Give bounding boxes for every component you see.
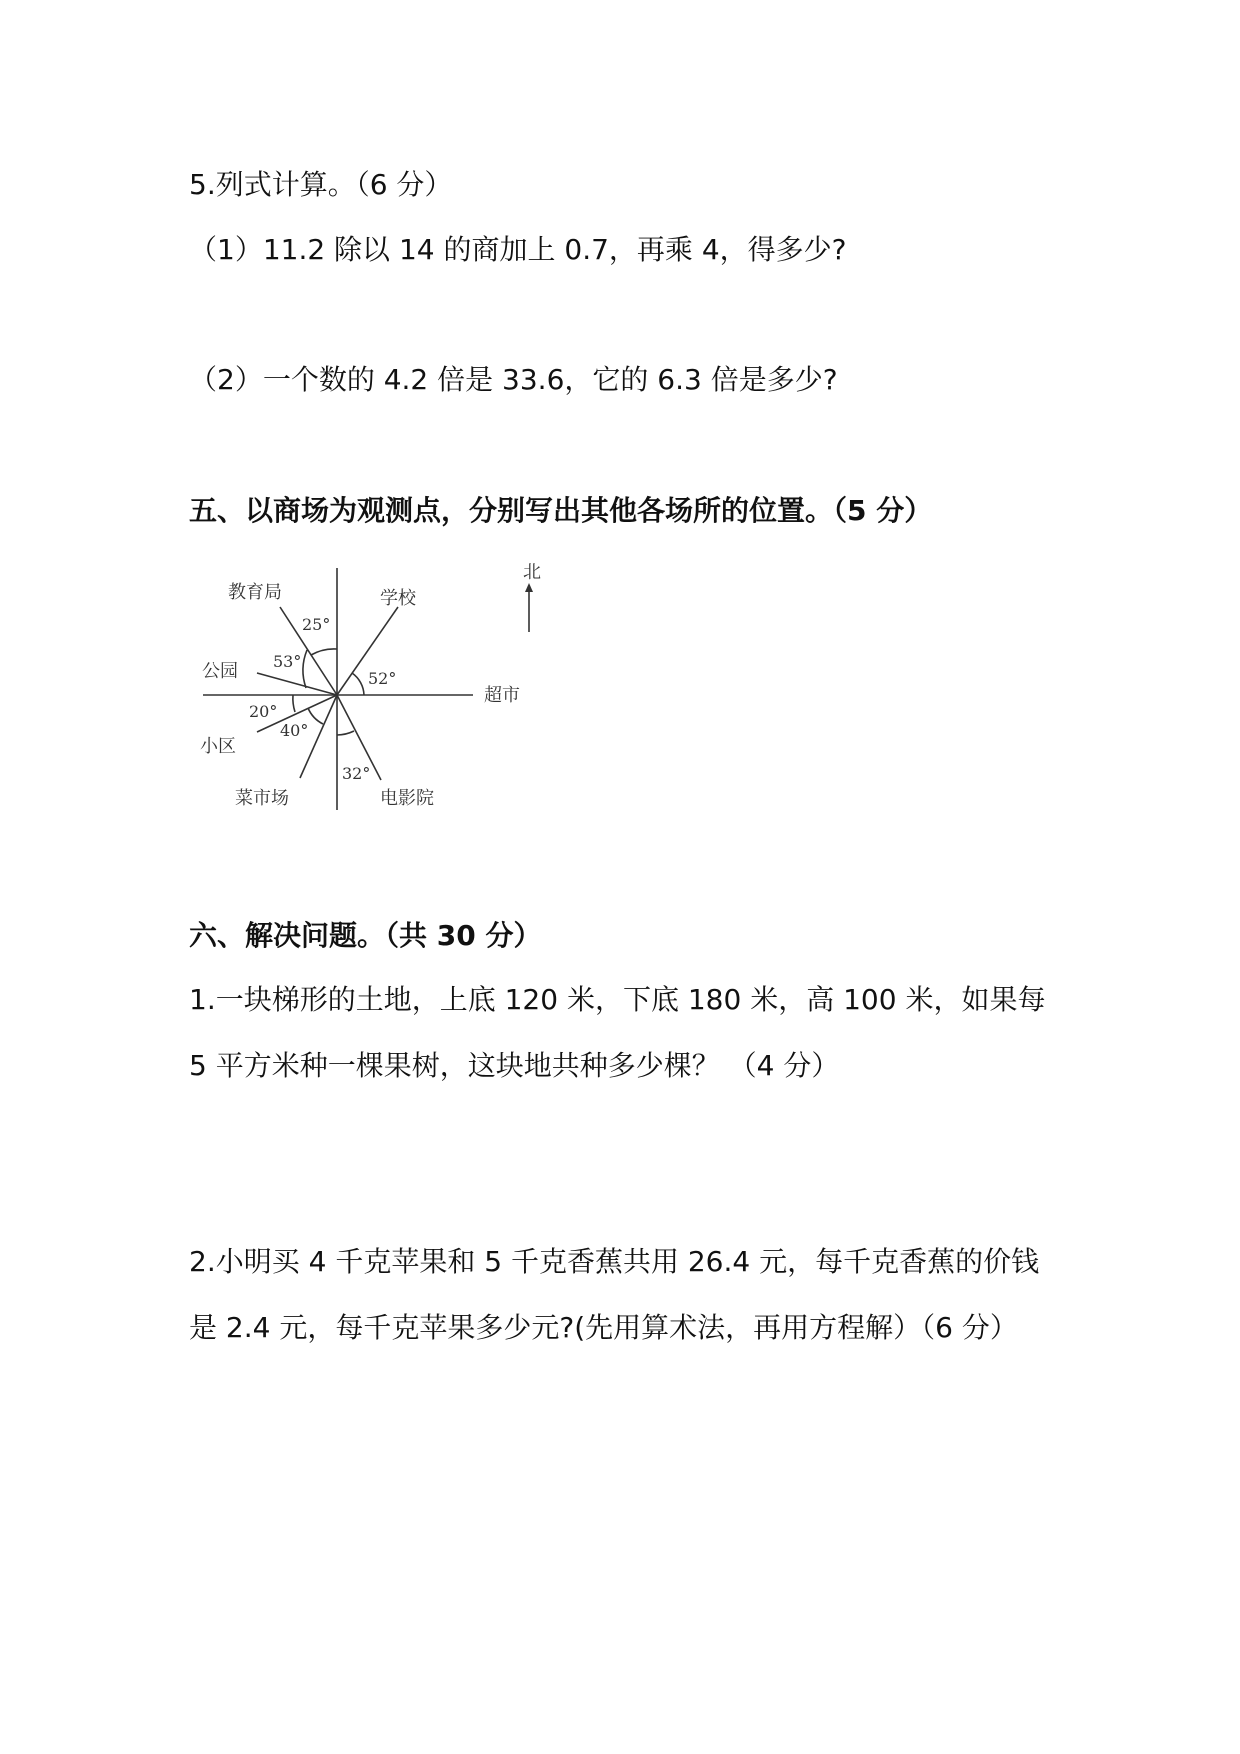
arc-32 [337,731,354,735]
arc-52 [352,673,364,695]
arc-25 [311,649,337,655]
section6-title: 六、解决问题。（共 30 分） [189,919,542,952]
s6-q2-line1: 2.小明买 4 千克苹果和 5 千克香蕉共用 26.4 元，每千克香蕉的价钱 [189,1245,1040,1278]
label-community: 小区 [200,736,236,757]
angle-20: 20° [249,702,278,721]
q5-item-1: （1）11.2 除以 14 的商加上 0.7，再乘 4，得多少? [189,233,847,266]
position-diagram [180,540,560,830]
label-market: 菜市场 [235,788,289,809]
label-education-bureau: 教育局 [228,582,282,603]
angle-52: 52° [368,669,397,688]
north-label: 北 [523,562,541,583]
section5-title: 五、以商场为观测点，分别写出其他各场所的位置。（5 分） [189,494,933,527]
arc-40 [308,708,323,724]
label-supermarket: 超市 [484,685,520,706]
label-school: 学校 [380,588,416,609]
s6-q1-line1: 1.一块梯形的土地，上底 120 米，下底 180 米，高 100 米，如果每 [189,983,1046,1016]
q5-item-2: （2）一个数的 4.2 倍是 33.6，它的 6.3 倍是多少? [189,363,838,396]
angle-25: 25° [302,615,331,634]
north-arrow-head [525,583,533,592]
label-park: 公园 [202,661,238,682]
label-cinema: 电影院 [380,788,434,809]
angle-53: 53° [273,652,302,671]
angle-40: 40° [280,721,309,740]
q5-title: 5.列式计算。（6 分） [189,168,453,201]
s6-q1-line2: 5 平方米种一棵果树，这块地共种多少棵？ （4 分） [189,1049,840,1082]
s6-q2-line2: 是 2.4 元，每千克苹果多少元?(先用算术法，再用方程解）（6 分） [189,1311,1018,1344]
arc-53 [303,650,307,688]
angle-32: 32° [342,764,371,783]
arc-20 [293,695,295,712]
